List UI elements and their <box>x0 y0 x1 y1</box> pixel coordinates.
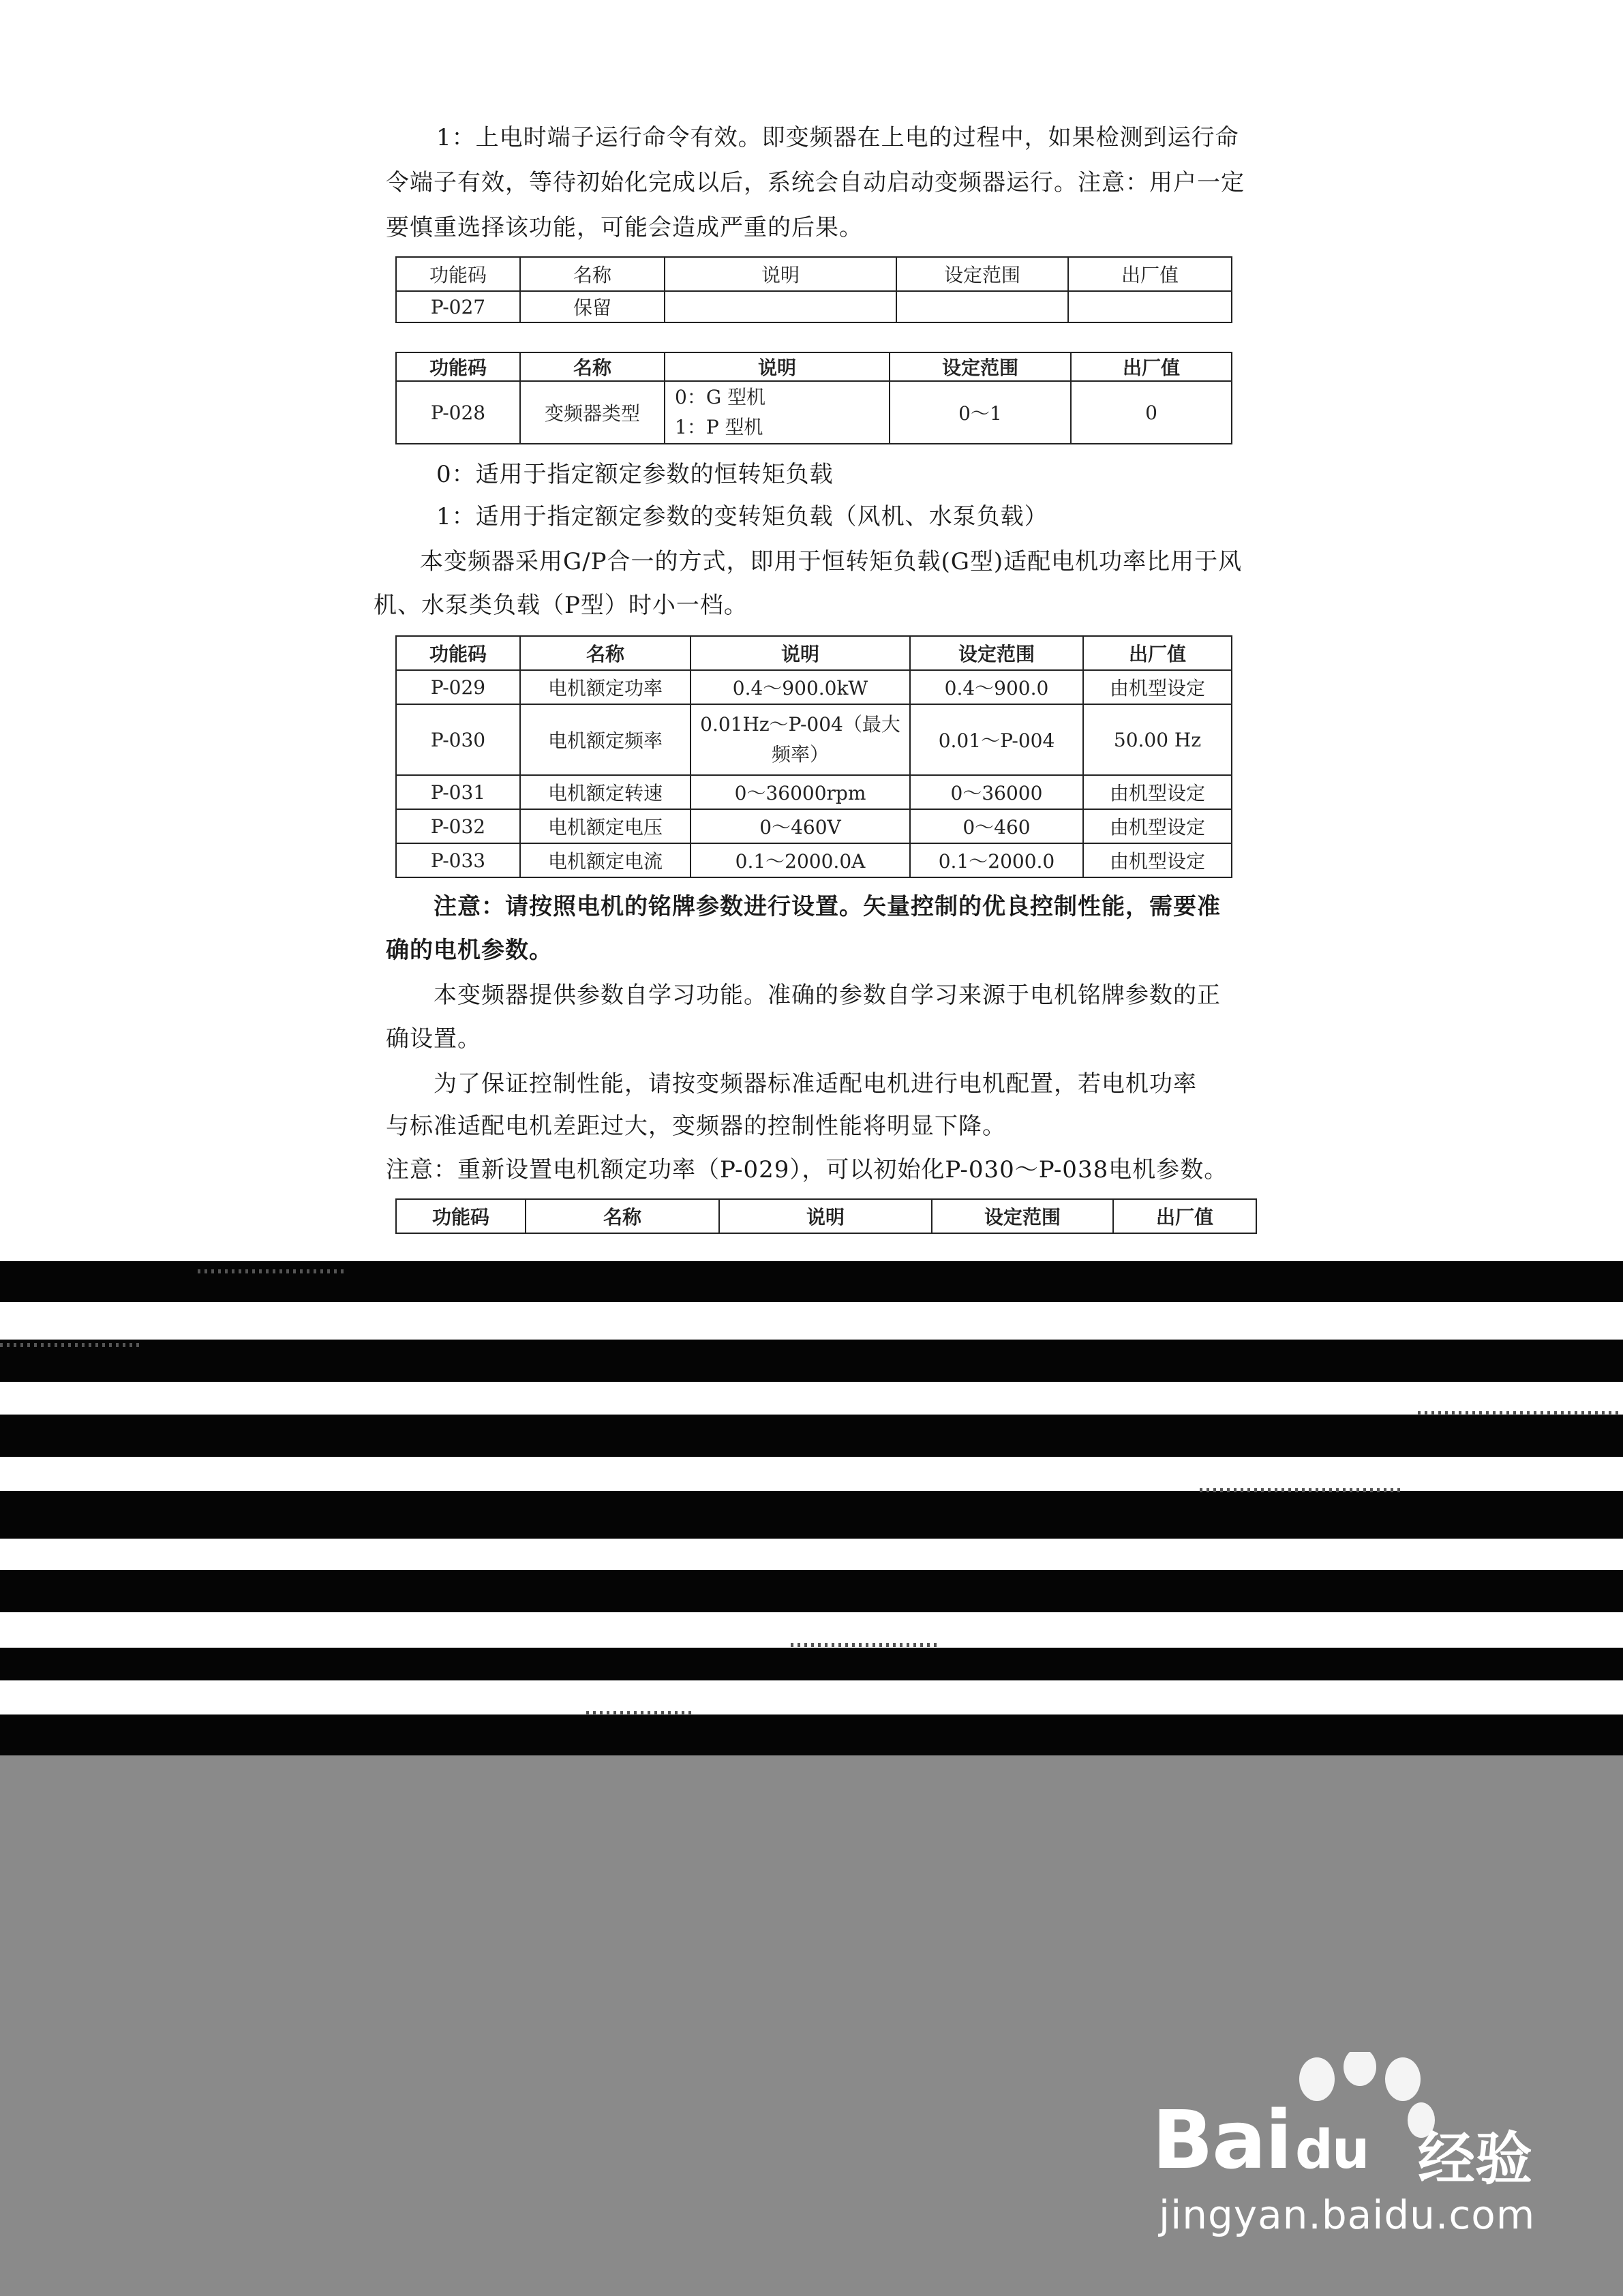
watermark-cn: 经验 <box>1418 2126 1533 2192</box>
scan-artifact-band <box>0 1491 1623 1539</box>
scan-noise <box>586 1711 695 1715</box>
table-row <box>396 704 1232 775</box>
column-header: 设定范围 <box>910 636 1083 670</box>
table-cell <box>896 291 1068 322</box>
scan-artifact-band <box>0 1457 1623 1491</box>
column-header: 出厂值 <box>1113 1199 1256 1233</box>
paragraph-line: 1：上电时端子运行命令有效。即变频器在上电的过程中，如果检测到运行命 <box>436 124 1239 151</box>
column-header: 说明 <box>691 636 910 670</box>
column-header: 功能码 <box>396 352 520 381</box>
table-cell: 0.4～900.0kW <box>691 670 910 704</box>
param-table-p028 <box>395 352 1232 444</box>
watermark-brand <box>1152 2093 1368 2187</box>
watermark-brand-du: du <box>1295 2119 1369 2181</box>
paragraph-line: 要慎重选择该功能，可能会造成严重的后果。 <box>386 214 863 241</box>
table-cell: P-031 <box>396 775 520 809</box>
table-cell: 0～460V <box>691 809 910 843</box>
note-line: 确的电机参数。 <box>386 937 553 964</box>
scan-artifact-band <box>0 1715 1623 1755</box>
table-cell <box>1068 291 1232 322</box>
table-row <box>396 670 1232 704</box>
table-cell <box>665 291 896 322</box>
table-cell: 0～36000 <box>910 775 1083 809</box>
paragraph-line: 本变频器提供参数自学习功能。准确的参数自学习来源于电机铭牌参数的正 <box>434 982 1221 1009</box>
table-cell: P-030 <box>396 704 520 775</box>
column-header: 出厂值 <box>1068 257 1232 291</box>
table-cell: P-028 <box>396 381 520 444</box>
column-header: 设定范围 <box>932 1199 1113 1233</box>
table-cell: 50.00 Hz <box>1083 704 1232 775</box>
table-row <box>396 775 1232 809</box>
table-cell: 电机额定转速 <box>520 775 691 809</box>
table-cell: 电机额定电压 <box>520 809 691 843</box>
column-header: 说明 <box>665 352 890 381</box>
column-header: 功能码 <box>396 636 520 670</box>
column-header: 功能码 <box>396 1199 526 1233</box>
scan-noise <box>791 1643 941 1647</box>
table-cell: 0.1～2000.0A <box>691 843 910 877</box>
paragraph-line: 0：适用于指定额定参数的恒转矩负载 <box>436 461 834 488</box>
table-cell: 0.4～900.0 <box>910 670 1083 704</box>
table-cell: 由机型设定 <box>1083 775 1232 809</box>
table-cell: 0 <box>1071 381 1232 444</box>
note-line: 注意：请按照电机的铭牌参数进行设置。矢量控制的优良控制性能，需要准 <box>434 893 1221 920</box>
paragraph-line: 与标准适配电机差距过大，变频器的控制性能将明显下降。 <box>386 1113 1006 1140</box>
scan-artifact-band <box>0 1680 1623 1715</box>
table-cell: 由机型设定 <box>1083 843 1232 877</box>
baidu-jingyan-watermark <box>1152 2052 1534 2236</box>
scan-noise <box>0 1343 143 1347</box>
column-header: 设定范围 <box>896 257 1068 291</box>
table-row <box>396 843 1232 877</box>
scan-artifact-band <box>0 1340 1623 1382</box>
table-cell: 保留 <box>520 291 665 322</box>
table-cell: 0.01Hz～P-004（最大频率） <box>691 704 910 775</box>
column-header: 出厂值 <box>1071 352 1232 381</box>
table-cell: 由机型设定 <box>1083 809 1232 843</box>
table-cell: 0～1 <box>890 381 1071 444</box>
table-cell: 由机型设定 <box>1083 670 1232 704</box>
scan-noise <box>1200 1488 1404 1492</box>
column-header: 名称 <box>520 636 691 670</box>
watermark-url: jingyan.baidu.com <box>1159 2192 1536 2238</box>
table-cell: P-029 <box>396 670 520 704</box>
column-header: 设定范围 <box>890 352 1071 381</box>
column-header: 名称 <box>520 352 665 381</box>
scan-artifact-band <box>0 1539 1623 1570</box>
scan-noise <box>198 1269 348 1273</box>
param-table-motor <box>395 635 1232 878</box>
watermark-brand-text: Bai <box>1152 2093 1292 2187</box>
table-cell: 0～460 <box>910 809 1083 843</box>
table-row <box>396 291 1232 322</box>
column-header: 功能码 <box>396 257 520 291</box>
paragraph-line: 本变频器采用G/P合一的方式，即用于恒转矩负载(G型)适配电机功率比用于风 <box>420 548 1243 575</box>
table-cell: 0.01～P-004 <box>910 704 1083 775</box>
table-cell: 变频器类型 <box>520 381 665 444</box>
table-cell: P-033 <box>396 843 520 877</box>
paragraph-line: 令端子有效，等待初始化完成以后，系统会自动启动变频器运行。注意：用户一定 <box>386 169 1245 196</box>
paragraph-line: 机、水泵类负载（P型）时小一档。 <box>374 592 748 619</box>
table-cell: 电机额定功率 <box>520 670 691 704</box>
table-cell: 0～36000rpm <box>691 775 910 809</box>
column-header: 说明 <box>719 1199 932 1233</box>
column-header: 名称 <box>520 257 665 291</box>
scan-artifact-band <box>0 1648 1623 1680</box>
table-row <box>396 381 1232 444</box>
table-cell: 电机额定电流 <box>520 843 691 877</box>
scan-artifact-band <box>0 1261 1623 1302</box>
column-header: 名称 <box>526 1199 719 1233</box>
table-cell: 0.1～2000.0 <box>910 843 1083 877</box>
table-row <box>396 809 1232 843</box>
paragraph-line: 注意：重新设置电机额定功率（P-029），可以初始化P-030～P-038电机参数。 <box>386 1156 1228 1183</box>
table-cell: P-032 <box>396 809 520 843</box>
paragraph-line: 为了保证控制性能，请按变频器标准适配电机进行电机配置，若电机功率 <box>434 1070 1197 1098</box>
paragraph-line: 确设置。 <box>386 1025 481 1053</box>
param-table-p027 <box>395 256 1232 323</box>
table-cell: 0：G 型机 1：P 型机 <box>665 381 890 444</box>
scan-noise <box>1418 1411 1622 1415</box>
column-header: 说明 <box>665 257 896 291</box>
scan-artifact <box>0 1234 1623 1261</box>
table-cell: P-027 <box>396 291 520 322</box>
paragraph-line: 1：适用于指定额定参数的变转矩负载（风机、水泵负载） <box>436 503 1048 530</box>
scan-artifact-band <box>0 1382 1623 1415</box>
column-header: 出厂值 <box>1083 636 1232 670</box>
table-cell: 电机额定频率 <box>520 704 691 775</box>
scan-artifact-band <box>0 1415 1623 1457</box>
scan-artifact-band <box>0 1302 1623 1340</box>
scan-artifact-band <box>0 1570 1623 1612</box>
